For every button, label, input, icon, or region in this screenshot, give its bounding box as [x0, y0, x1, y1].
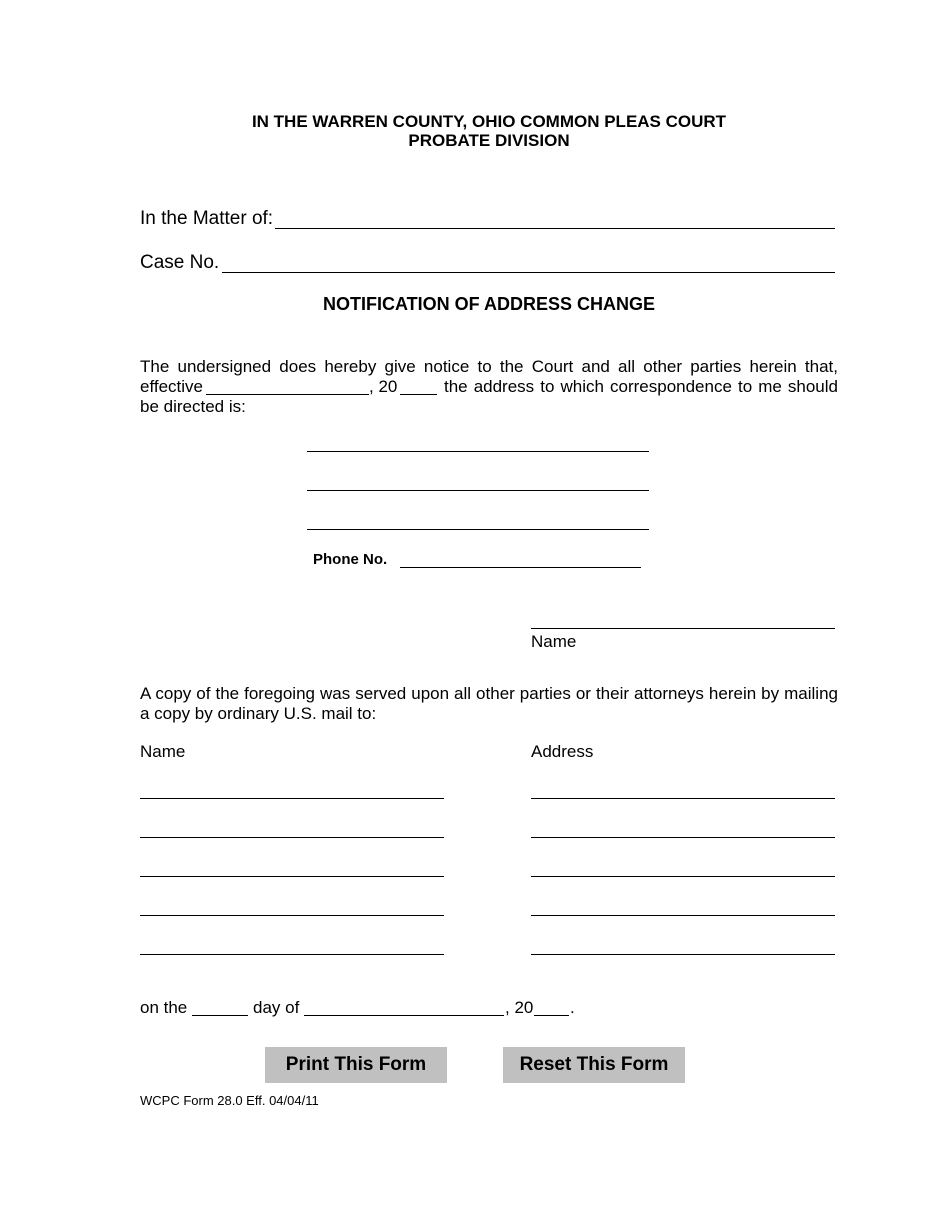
signature-line[interactable] [531, 628, 835, 629]
notice-line-2-rest: the address to which correspondence to me should [444, 377, 838, 396]
form-title: NOTIFICATION OF ADDRESS CHANGE [323, 294, 655, 314]
case-number-field[interactable] [222, 272, 835, 273]
served-address-line-5[interactable] [531, 954, 835, 955]
served-address-line-1[interactable] [531, 798, 835, 799]
served-name-line-4[interactable] [140, 915, 444, 916]
date-comma-20: , 20 [505, 998, 534, 1017]
reset-form-button[interactable]: Reset This Form [503, 1047, 685, 1083]
new-address-line-1[interactable] [307, 451, 649, 452]
print-form-button[interactable]: Print This Form [265, 1047, 447, 1083]
served-address-line-2[interactable] [531, 837, 835, 838]
served-name-header: Name [140, 742, 186, 761]
notice-line-3: be directed is: [140, 397, 246, 416]
service-year-field[interactable] [534, 1015, 569, 1016]
service-text-line-2: a copy by ordinary U.S. mail to: [140, 704, 377, 723]
matter-field[interactable] [275, 228, 835, 229]
form-footer: WCPC Form 28.0 Eff. 04/04/11 [140, 1093, 319, 1108]
date-day-of-label: day of [253, 998, 300, 1017]
phone-label: Phone No. [313, 551, 388, 568]
notice-effective-label: effective [140, 377, 204, 396]
service-month-field[interactable] [304, 1015, 504, 1016]
date-on-the-label: on the [140, 998, 188, 1017]
served-name-line-5[interactable] [140, 954, 444, 955]
notice-comma-20: , 20 [369, 377, 398, 396]
served-name-line-3[interactable] [140, 876, 444, 877]
new-address-line-2[interactable] [307, 490, 649, 491]
service-day-field[interactable] [192, 1015, 248, 1016]
effective-date-field[interactable] [206, 394, 369, 395]
new-address-line-3[interactable] [307, 529, 649, 530]
served-address-line-3[interactable] [531, 876, 835, 877]
phone-field[interactable] [400, 567, 641, 568]
service-text-line-1: A copy of the foregoing was served upon all other parties or their attorneys herein by mailing [140, 684, 838, 703]
division-heading: PROBATE DIVISION [408, 131, 570, 150]
notice-line-1: The undersigned does hereby give notice to the Court and all other parties herein that, [140, 357, 838, 376]
date-period: . [570, 998, 575, 1017]
signature-name-label: Name [531, 632, 577, 651]
effective-year-field[interactable] [400, 394, 437, 395]
case-label: Case No. [140, 252, 220, 273]
matter-label: In the Matter of: [140, 208, 274, 229]
served-address-line-4[interactable] [531, 915, 835, 916]
served-address-header: Address [531, 742, 594, 761]
served-name-line-2[interactable] [140, 837, 444, 838]
served-name-line-1[interactable] [140, 798, 444, 799]
court-heading: IN THE WARREN COUNTY, OHIO COMMON PLEAS COURT [251, 112, 727, 131]
